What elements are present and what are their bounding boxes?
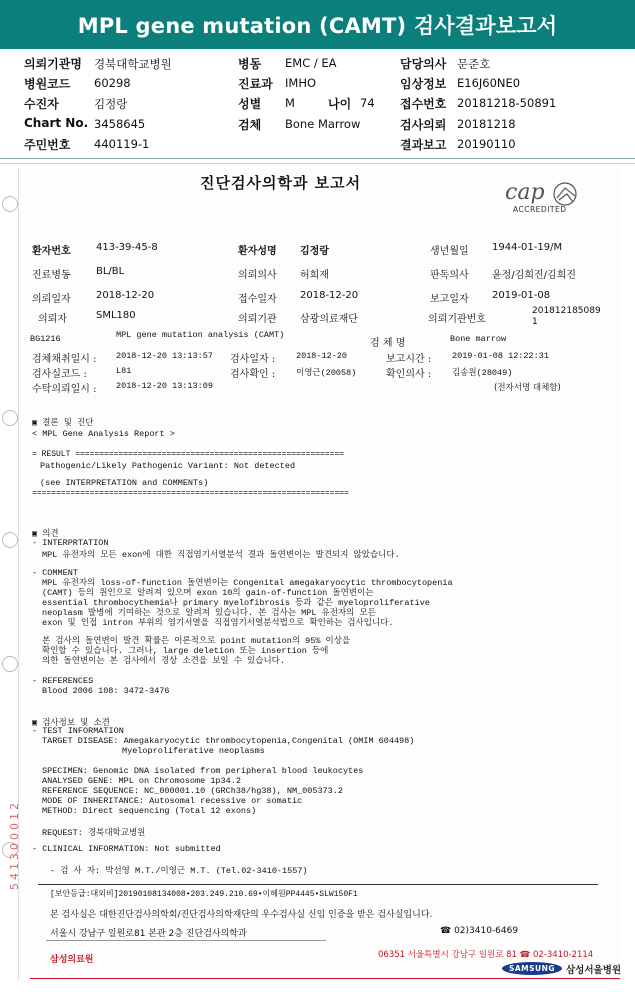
meta-value: 2018-12-20 13:13:57: [116, 351, 213, 361]
punch-hole-icon: [2, 196, 18, 212]
security-rule: [38, 884, 598, 885]
meta-value: 2018-12-20 13:13:09: [116, 381, 213, 391]
comment-line: MPL 유전자의 loss-of-function 돌연변이는 Congenital amegakaryocytic thrombocytopenia: [42, 578, 453, 588]
specimen-value: Bone marrow: [450, 334, 507, 344]
references-text: Blood 2006 108: 3472-3476: [42, 686, 170, 696]
punch-hole-icon: [2, 410, 18, 426]
test-name: MPL gene mutation analysis (CAMT): [116, 330, 285, 340]
info-key: 판독의사: [430, 270, 469, 281]
report-title: 진단검사의학과 보고서: [200, 174, 362, 192]
examiner-line: - 검 사 자: 박선영 M.T./이영근 M.T. (Tel.02-3410-1557): [50, 866, 308, 876]
header-key: 수진자: [24, 97, 59, 111]
punch-hole-icon: [2, 532, 18, 548]
comment-label: - COMMENT: [32, 568, 78, 578]
meta-key: 검체채취일시 :: [32, 354, 97, 365]
test-information-label: - TEST INFORMATION: [32, 726, 124, 736]
section-testinfo-title: ▣ 검사정보 및 소견: [32, 718, 110, 728]
interpretation-text: MPL 유전자의 모든 exon에 대한 직접염기서열분석 결과 돌연변이는 발견되지 않았습니다.: [42, 550, 400, 560]
comment-line: 본 검사의 돌연변이 발견 확률은 이론적으로 point mutation의 95% 이상을: [42, 636, 351, 646]
clinical-information: - CLINICAL INFORMATION: Not submitted: [32, 844, 221, 854]
header-key: 병원코드: [24, 77, 71, 91]
section-opinion-title: ▣ 의견: [32, 529, 59, 539]
info-value: 1944-01-19/M: [492, 242, 563, 253]
info-key: 의뢰기관번호: [428, 314, 486, 325]
meta-value: 이영근(20058): [296, 368, 357, 378]
section-conclusion-title: ▣ 결론 및 진단: [32, 418, 94, 428]
comment-line: (CAMT) 등의 원인으로 알려져 있으며 exon 10의 gain-of-function 돌연변이는: [42, 588, 374, 598]
report-banner-title: MPL gene mutation (CAMT) 검사결과보고서: [0, 0, 635, 49]
info-key: 보고일자: [430, 294, 469, 305]
report-header: [0, 49, 635, 157]
samsung-logo-icon: [502, 962, 562, 975]
header-key: 결과보고: [400, 138, 447, 152]
target-disease-2: Myeloproliferative neoplasms: [122, 746, 265, 756]
comment-line: essential thrombocythemia나 primary myelofibrosis 등과 같은 myeloproliferative: [42, 598, 430, 608]
comment-paragraph-2: [42, 636, 350, 666]
info-key: 환자성명: [238, 246, 277, 257]
header-value: IMHO: [285, 76, 317, 90]
test-info-list: [42, 766, 363, 816]
comment-paragraph: [42, 578, 453, 628]
info-value: 413-39-45-8: [96, 242, 158, 253]
security-line: [보안등급:대외비]20190108134008•203.249.210.69•이혜원PP4445•SLW150F1: [50, 890, 358, 899]
result-rule: ==================================================================: [32, 489, 349, 498]
header-value: 20181218-50891: [457, 96, 557, 110]
info-value: 2018-12-20: [96, 290, 155, 301]
test-info-line: MODE OF INHERITANCE: Autosomal recessive or somatic: [42, 796, 303, 806]
info-value: 201812185089 1: [532, 306, 601, 327]
info-key: 의뢰의사: [238, 270, 277, 281]
lab-address: 서울시 강남구 일원로81 본관 2층 진단검사의학과: [50, 929, 247, 939]
info-key: 의뢰기관: [238, 314, 277, 325]
certification-text: 본 검사실은 대한진단검사의학회/진단검사의학재단의 우수검사실 신임 인증을 받은 검사실입니다.: [50, 910, 433, 920]
header-key: 임상정보: [400, 77, 447, 91]
meta-key: 확인의사 :: [386, 369, 432, 380]
meta-key: 검사확인 :: [230, 369, 276, 380]
info-value: 2018-12-20: [300, 290, 359, 301]
references-label: - REFERENCES: [32, 676, 94, 686]
header-key: 주민번호: [24, 138, 71, 152]
info-value: 삼광의료재단: [300, 314, 358, 325]
header-value: 문준호: [457, 57, 491, 71]
footer-hospital-right: 삼성서울병원: [566, 965, 622, 976]
header-key: 성별: [238, 97, 262, 111]
cap-logo-text: cap: [505, 180, 545, 205]
test-code: BG1216: [30, 334, 61, 344]
header-value: 20190110: [457, 137, 516, 151]
header-value: M: [285, 96, 295, 110]
side-serial-number: 541300012: [8, 800, 21, 890]
meta-key: 보고시간 :: [386, 354, 432, 365]
meta-value: L81: [116, 366, 132, 376]
result-text: Pathogenic/Likely Pathogenic Variant: Not detected: [40, 461, 296, 471]
request-line: REQUEST: 경북대학교병원: [42, 828, 146, 838]
info-key: 진료병동: [32, 270, 71, 281]
info-value: 김정랑: [300, 246, 329, 257]
header-key: 의뢰기관명: [24, 57, 82, 71]
comment-line: neoplasm 발병에 기여하는 것으로 알려져 있습니다. 본 검사는 MPL 유전자의 모든: [42, 608, 376, 618]
address-underline: [46, 940, 326, 941]
info-value: SML180: [96, 310, 136, 321]
target-disease: TARGET DISEASE: Amegakaryocytic thrombocytopenia,Congenital (OMIM 604498): [42, 736, 415, 746]
header-value: Bone Marrow: [285, 117, 361, 131]
cap-accredited-logo: [495, 180, 595, 218]
test-info-line: ANALYSED GENE: MPL on Chromosome 1p34.2: [42, 776, 241, 786]
info-key: 접수일자: [238, 294, 277, 305]
meta-value: 2019-01-08 12:22:31: [452, 351, 549, 361]
info-key: 의뢰일자: [32, 294, 71, 305]
info-value: 윤정/김희진/김희진: [492, 270, 577, 281]
info-key: 환자번호: [32, 246, 71, 257]
header-value: E16J60NE0: [457, 76, 521, 90]
header-divider: [0, 158, 635, 159]
meta-value: 김송원(28049): [452, 368, 513, 378]
header-value: 3458645: [94, 117, 146, 131]
meta-key: 검사일자 :: [230, 354, 276, 365]
header-value: 경북대학교병원: [94, 57, 172, 71]
section-conclusion-subtitle: < MPL Gene Analysis Report >: [32, 429, 175, 439]
header-divider: [0, 163, 635, 164]
comment-line: 의한 돌연변이는 본 검사에서 경상 소견을 보일 수 있습니다.: [42, 656, 285, 666]
info-key: 생년월일: [430, 246, 469, 257]
result-label: = RESULT ========================================================: [32, 450, 345, 459]
info-value: 허희재: [300, 270, 329, 281]
header-value: 20181218: [457, 117, 516, 131]
test-info-line: METHOD: Direct sequencing (Total 12 exons): [42, 806, 257, 816]
header-value: 김정랑: [94, 97, 128, 111]
header-key: 병동: [238, 57, 262, 71]
info-value: 2019-01-08: [492, 290, 551, 301]
header-key: 담당의사: [400, 57, 447, 71]
info-key: 의뢰자: [38, 314, 67, 325]
samsung-logo-text: SAMSUNG: [508, 964, 556, 973]
result-see-note: (see INTERPRETATION and COMMENTs): [40, 478, 209, 488]
header-key: Chart No.: [24, 116, 89, 130]
header-key: 검사의뢰: [400, 118, 447, 132]
header-key: 접수번호: [400, 97, 447, 111]
header-key: 진료과: [238, 77, 273, 91]
footer-hospital-left: 삼성의료원: [50, 955, 94, 965]
patient-info-grid: [30, 236, 620, 336]
test-info-line: REFERENCE SEQUENCE: NC_000001.10 (GRCh38/hg38), NM_005373.2: [42, 786, 343, 796]
e-signature-note: (전자서명 대체함): [494, 383, 561, 393]
comment-line: exon 및 인접 intron 부위의 염기서열을 직접염기서열분석법으로 확인하는 검사입니다.: [42, 618, 394, 628]
meta-key: 수탁의뢰일시 :: [32, 384, 97, 395]
specimen-key: 검 체 명: [370, 338, 406, 349]
cap-logo-subtext: ACCREDITED: [513, 205, 567, 214]
punch-hole-icon: [2, 656, 18, 672]
test-info-line: SPECIMEN: Genomic DNA isolated from peripheral blood leukocytes: [42, 766, 364, 776]
footer-address: 06351 서울특별시 강남구 일원로 81 ☎ 02-3410-2114: [378, 950, 594, 960]
comment-line: 확인할 수 있습니다. 그러나, large deletion 또는 insertion 등에: [42, 646, 329, 656]
footer-red-rule: [30, 978, 620, 979]
header-value: 60298: [94, 76, 131, 90]
meta-key: 검사실코드 :: [32, 369, 87, 380]
header-value: 440119-1: [94, 137, 150, 151]
info-value: BL/BL: [96, 266, 125, 277]
header-key-age: 나이: [328, 97, 352, 111]
header-value: EMC / EA: [285, 56, 337, 70]
meta-value: 2018-12-20: [296, 351, 348, 361]
interpretation-label: - INTERPRTATION: [32, 538, 109, 548]
lab-phone: ☎ 02)3410-6469: [440, 926, 519, 936]
test-meta: [30, 348, 620, 398]
header-value-age: 74: [360, 96, 375, 110]
header-key: 검체: [238, 118, 262, 132]
